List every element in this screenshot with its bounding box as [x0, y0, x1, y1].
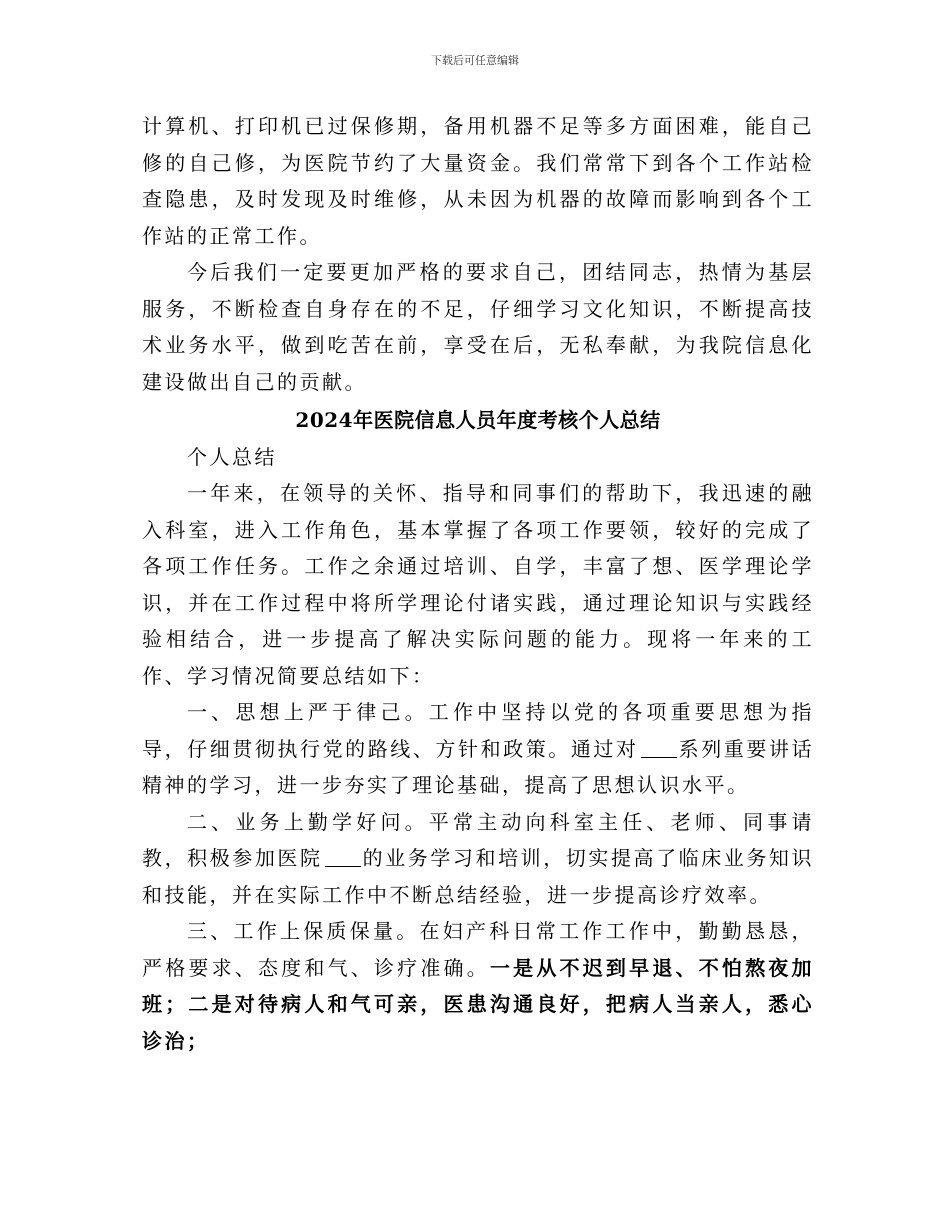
- section-3-text-bold: 一是从不迟到早退、不怕熬夜加班；二是对待病人和气可亲，医患沟通良好，把病人当亲人，悉心诊治；: [142, 955, 815, 1053]
- document-title: 2024年医院信息人员年度考核个人总结: [295, 408, 661, 432]
- section-2-text-after: 的业务学习和培训，切实提高了临床业务知识和技能，并在实际工作中不断总结经验，进一步提高诊疗效率。: [142, 846, 815, 907]
- paragraph-section-3: [142, 913, 814, 1059]
- paragraph-section-2: [142, 804, 814, 914]
- blank-underline: [641, 739, 677, 758]
- paragraph-section-1: [142, 694, 814, 804]
- page-header: 下载后可任意编辑: [431, 54, 519, 67]
- section-2-text-before: 二、业务上勤学好问。平常主动向科室主任、老师、同事请教，积极参加医院: [142, 809, 814, 870]
- section-1-text-after: 系列重要讲话精神的学习，进一步夯实了理论基础，提高了思想认识水平。: [142, 736, 815, 797]
- section-1-text-before: 一、思想上严于律己。工作中坚持以党的各项重要思想为指导，仔细贯彻执行党的路线、方针和政策。通过对: [142, 700, 814, 761]
- document-subtitle: 个人总结: [187, 444, 277, 469]
- paragraph-continuation: 计算机、打印机已过保修期，备用机器不足等多方面困难，能自己修的自己修，为医院节约了大量资金。我们常常下到各个工作站检查隐患，及时发现及时维修，从未因为机器的故障而影响到各个工作站的正常工作。: [142, 114, 814, 248]
- document-body: [142, 108, 814, 1059]
- section-3-text-normal: 三、工作上保质保量。在妇产科日常工作工作中，勤勤恳恳，严格要求、态度和气、诊疗准确。: [142, 919, 814, 980]
- blank-underline: [325, 848, 361, 867]
- paragraph-intro: 一年来，在领导的关怀、指导和同事们的帮助下，我迅速的融入科室，进入工作角色，基本掌握了各项工作要领，较好的完成了各项工作任务。工作之余通过培训、自学，丰富了想、医学理论学识，并在工作过程中将所学理论付诸实践，通过理论知识与实践经验相结合，进一步提高了解决实际问题的能力。现将一年来的工作、学习情况简要总结如下：: [142, 481, 814, 688]
- paragraph-future-plans: 今后我们一定要更加严格的要求自己，团结同志，热情为基层服务，不断检查自身存在的不足，仔细学习文化知识，不断提高技术业务水平，做到吃苦在前，享受在后，无私奉献，为我院信息化建设做出自己的贡献。: [142, 260, 814, 394]
